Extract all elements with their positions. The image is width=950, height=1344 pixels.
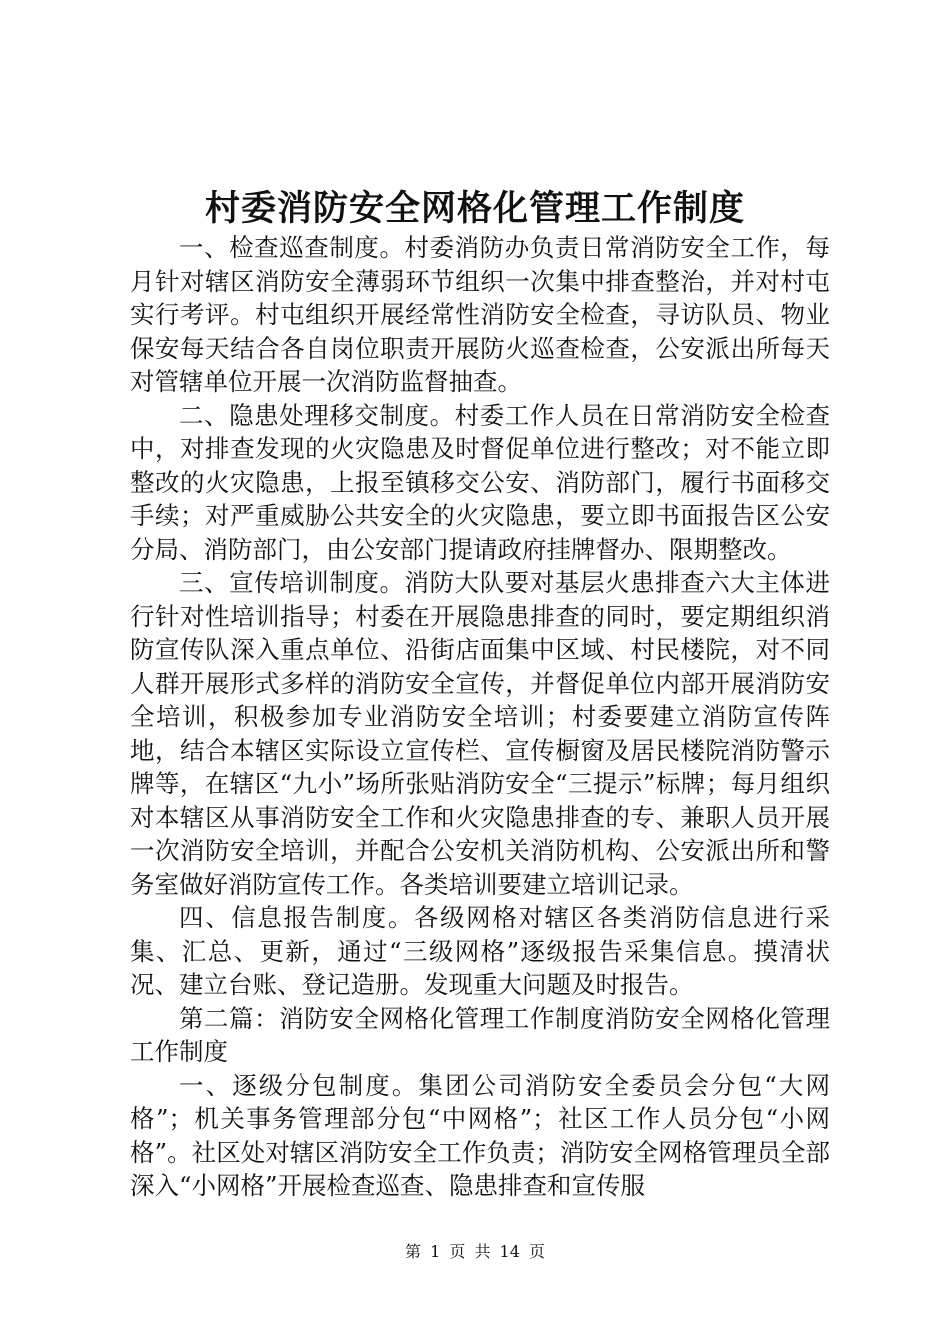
document-title: 村委消防安全网格化管理工作制度 (204, 188, 745, 229)
page-number: 第 1 页 共 14 页 (405, 1242, 545, 1261)
paragraph-training: 三、宣传培训制度。消防大队要对基层火患排查六大主体进行针对性培训指导；村委在开展隐患排查的同时，要定期组织消防宣传队深入重点单位、沿街店面集中区域、村民楼院，对不同人群开展形式多样的消防安全宣传，并督促单位内部开展消防安全培训，积极参加专业消防安全培训；村委要建立消防宣传阵地，结合本辖区实际设立宣传栏、宣传橱窗及居民楼院消防警示牌等，在辖区“九小”场所张贴消防安全“三提示”标牌；每月组织对本辖区从事消防安全工作和火灾隐患排查的专、兼职人员开展一次消防安全培训，并配合公安机关消防机构、公安派出所和警务室做好消防宣传工作。各类培训要建立培训记录。 (130, 568, 830, 899)
paragraph-inspection: 一、检查巡查制度。村委消防办负责日常消防安全工作，每月针对辖区消防安全薄弱环节组织一次集中排查整治，并对村屯实行考评。村屯组织开展经常性消防安全检查，寻访队员、物业保安每天结合各自岗位职责开展防火巡查检查，公安派出所每天对管辖单位开展一次消防监督抽查。 (130, 233, 830, 396)
paragraph-contracting: 一、逐级分包制度。集团公司消防安全委员会分包“大网格”；机关事务管理部分包“中网格”；社区工作人员分包“小网格”。社区处对辖区消防安全工作负责；消防安全网格管理员全部深入“小网格”开展检查巡查、隐患排查和宣传服 (130, 1070, 830, 1200)
paragraph-reporting: 四、信息报告制度。各级网格对辖区各类消防信息进行采集、汇总、更新，通过“三级网格”逐级报告采集信息。摸清状况、建立台账、登记造册。发现重大问题及时报告。 (130, 903, 830, 999)
paragraph-hazard-transfer: 二、隐患处理移交制度。村委工作人员在日常消防安全检查中，对排查发现的火灾隐患及时督促单位进行整改；对不能立即整改的火灾隐患，上报至镇移交公安、消防部门，履行书面移交手续；对严重威胁公共安全的火灾隐患，要立即书面报告区公安分局、消防部门，由公安部门提请政府挂牌督办、限期整改。 (130, 400, 830, 564)
document-body (130, 231, 830, 1203)
paragraph-second-article-heading: 第二篇：消防安全网格化管理工作制度消防安全网格化管理工作制度 (130, 1003, 830, 1066)
